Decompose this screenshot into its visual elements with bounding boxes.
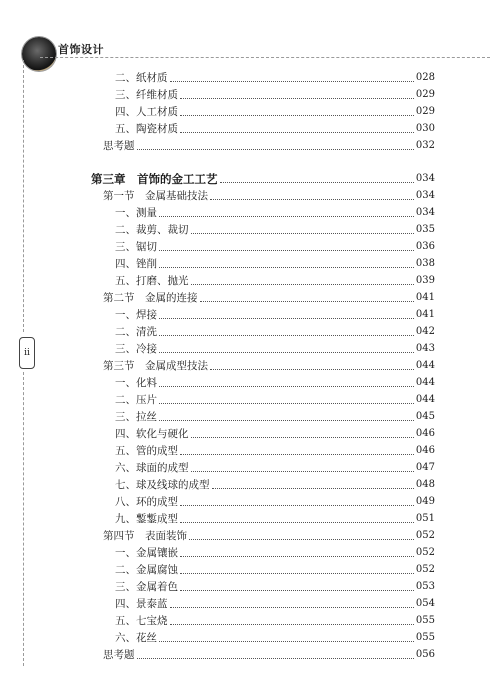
toc-section[interactable]: 第二节 金属的连接 041 bbox=[103, 292, 435, 304]
toc-chapter[interactable]: 第三章 首饰的金工工艺 034 bbox=[91, 172, 435, 186]
toc-entry[interactable]: 三、冷接 043 bbox=[115, 343, 435, 355]
header-divider bbox=[40, 57, 490, 58]
toc-entry[interactable]: 七、球及线球的成型 048 bbox=[115, 479, 435, 491]
toc-section[interactable]: 第三节 金属成型技法 044 bbox=[103, 360, 435, 372]
toc-entry[interactable]: 三、金属着色 053 bbox=[115, 581, 435, 593]
toc-entry[interactable]: 三、锯切 036 bbox=[115, 241, 435, 253]
toc-entry[interactable]: 五、管的成型 046 bbox=[115, 445, 435, 457]
toc-section[interactable]: 第四节 表面装饰 052 bbox=[103, 530, 435, 542]
page-number: ii bbox=[19, 337, 35, 369]
toc-entry[interactable]: 九、鏨鏨成型 051 bbox=[115, 513, 435, 525]
toc-entry[interactable]: 五、七宝烧 055 bbox=[115, 615, 435, 627]
toc-entry[interactable]: 思考题 056 bbox=[103, 649, 435, 661]
side-divider-top bbox=[23, 60, 24, 332]
toc-entry[interactable]: 二、清洗 042 bbox=[115, 326, 435, 338]
toc-entry[interactable]: 六、花丝 055 bbox=[115, 632, 435, 644]
toc-entry[interactable]: 二、压片 044 bbox=[115, 394, 435, 406]
toc-entry[interactable]: 二、纸材质 028 bbox=[115, 72, 435, 84]
toc-entry[interactable]: 四、锉削 038 bbox=[115, 258, 435, 270]
toc-section[interactable]: 第一节 金属基础技法 034 bbox=[103, 190, 435, 202]
toc-entry[interactable]: 三、拉丝 045 bbox=[115, 411, 435, 423]
toc-entry[interactable]: 四、软化与硬化 046 bbox=[115, 428, 435, 440]
toc-entry[interactable]: 思考题 032 bbox=[103, 140, 435, 152]
book-logo-icon bbox=[22, 37, 56, 71]
toc-entry[interactable]: 四、人工材质 029 bbox=[115, 106, 435, 118]
running-header bbox=[0, 24, 500, 74]
header-title: 首饰设计 bbox=[58, 43, 104, 56]
toc-entry[interactable]: 四、景泰蓝 054 bbox=[115, 598, 435, 610]
toc-entry[interactable]: 二、金属腐蚀 052 bbox=[115, 564, 435, 576]
toc-entry[interactable]: 六、球面的成型 047 bbox=[115, 462, 435, 474]
toc-entry[interactable]: 一、金属镶嵌 052 bbox=[115, 547, 435, 559]
toc-entry[interactable]: 八、环的成型 049 bbox=[115, 496, 435, 508]
toc-entry[interactable]: 五、陶瓷材质 030 bbox=[115, 123, 435, 135]
toc-entry[interactable]: 五、打磨、抛光 039 bbox=[115, 275, 435, 287]
toc-entry[interactable]: 一、化料 044 bbox=[115, 377, 435, 389]
side-divider-bottom bbox=[23, 372, 24, 666]
toc-entry[interactable]: 一、测量 034 bbox=[115, 207, 435, 219]
toc-entry[interactable]: 一、焊接 041 bbox=[115, 309, 435, 321]
toc-entry[interactable]: 三、纤维材质 029 bbox=[115, 89, 435, 101]
toc-entry[interactable]: 二、裁剪、裁切 035 bbox=[115, 224, 435, 236]
